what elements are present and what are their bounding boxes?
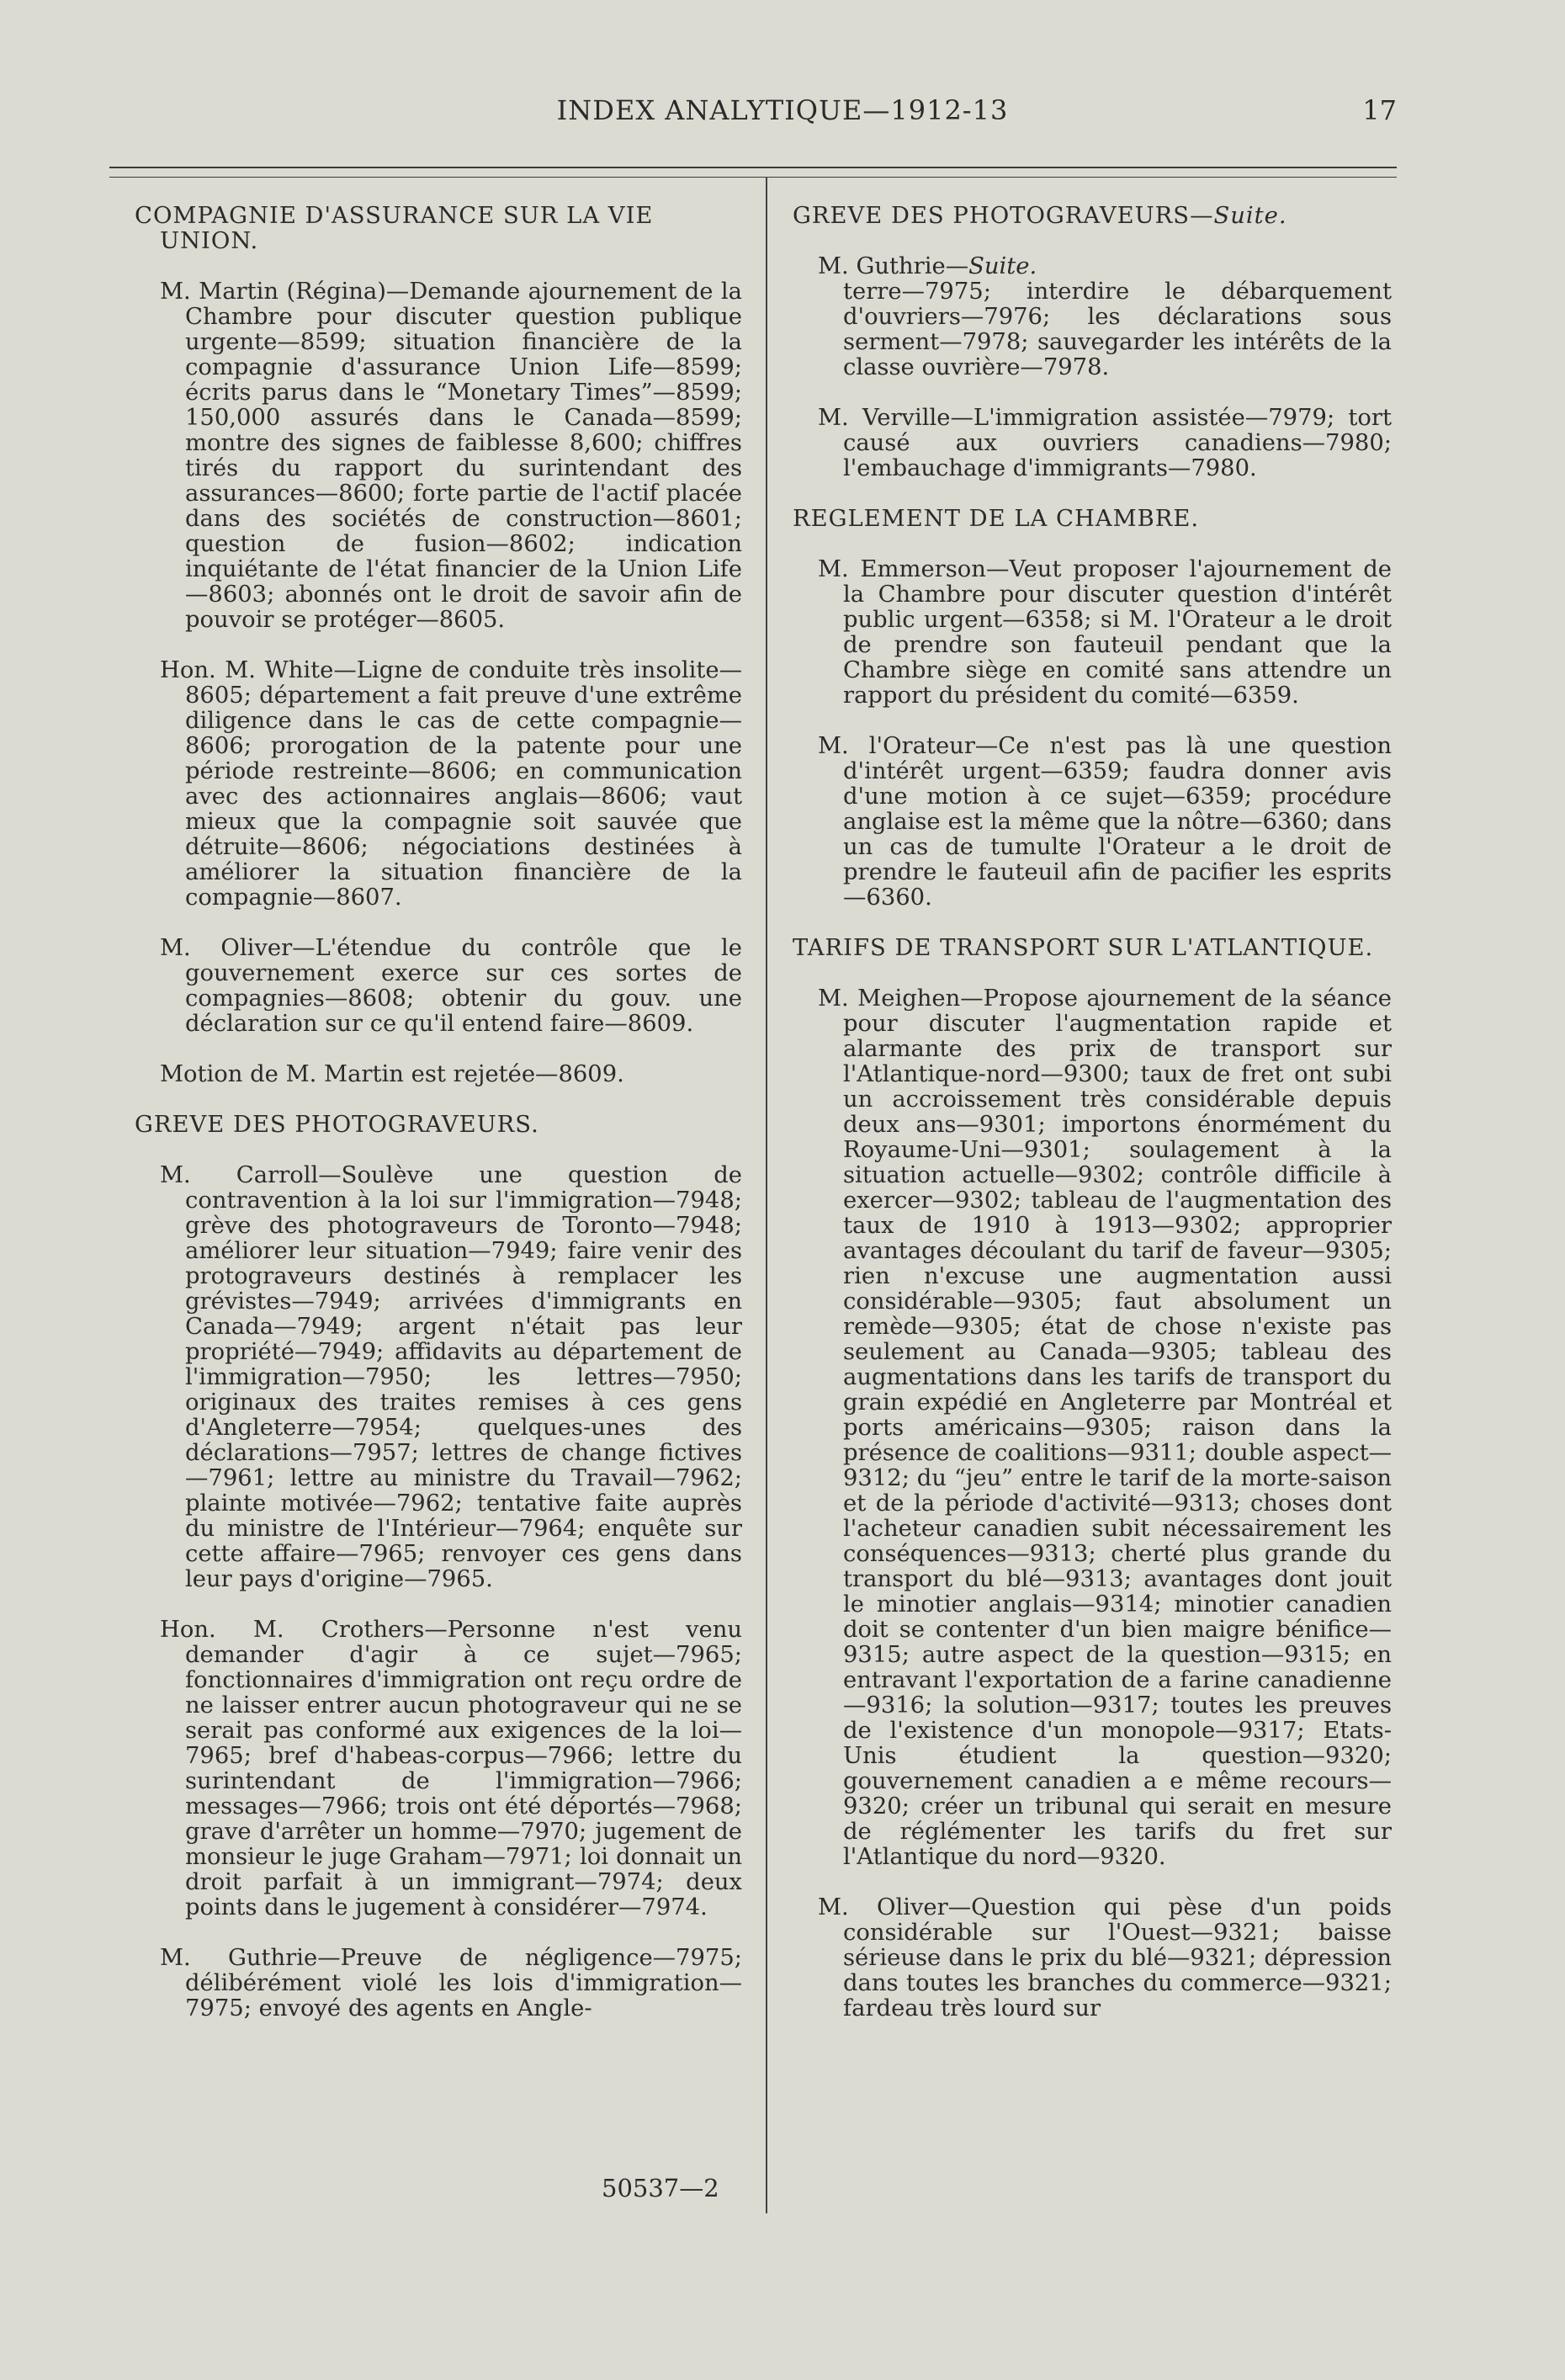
index-entry-meighen: M. Meighen—Propose ajournement de la séance pour discuter l'augmentation rapide et alarmante des prix de transport sur l'Atlantique-nord—9300; taux de fret ont subi un accroissement très considérable depuis deux ans—9301; importons énormément du Royaume-Uni—9301; soulagement à la situation actuelle—9302; contrôle difficile à exercer—9302; tableau de l'augmentation des taux de 1910 à 1913—9302; approprier avantages découlant du tarif de faveur—9305; rien n'excuse une augmentation aussi considérable—9305; faut absolument un remède—9305; état de chose n'existe pas seulement au Canada—9305; tableau des augmentations dans les tarifs de transport du grain expédié en Angleterre par Montréal et ports américains—9305; raison dans la présence de coalitions—9311; double aspect—9312; du “jeu” entre le tarif de la morte-saison et de la période d'activité—9313; choses dont l'acheteur canadien subit nécessairement les conséquences—9313; cherté plus grande du transport du blé—9313; avantages dont jouit le minotier anglais—9314; minotier canadien doit se contenter d'un bien maigre bénifice—9315; autre aspect de la question—9315; en entravant l'exportation de a farine canadienne—9316; la solution—9317; toutes les preuves de l'existence d'un monopole—9317; Etats-Unis étudient la question—9320; gouvernement canadien a e même recours—9320; créer un tribunal qui serait en mesure de réglémenter les tarifs du fret sur l'Atlantique du nord—9320. bbox=[818, 985, 1392, 1870]
section-heading-compagnie-assurance: COMPAGNIE D'ASSURANCE SUR LA VIE UNION. bbox=[135, 203, 654, 254]
page-header bbox=[0, 94, 1565, 145]
section-heading-greve-suite bbox=[793, 204, 1392, 229]
header-rule-bottom bbox=[109, 177, 1397, 178]
entry-suite: Suite. bbox=[968, 253, 1037, 279]
header-rule-top bbox=[109, 167, 1397, 168]
entry-name: M. Guthrie— bbox=[818, 253, 969, 279]
index-entry-motion: Motion de M. Martin est rejetée—8609. bbox=[160, 1061, 624, 1087]
index-entry-carroll: M. Carroll—Soulève une question de contravention à la loi sur l'immigration—7948; grève des photograveurs de Toronto—7948; améliorer leur situation—7949; faire venir des protograveurs destinés à remplacer les grévistes—7949; arrivées d'immigrants en Canada—7949; argent n'était pas leur propriété—7949; affidavits au département de l'immigration—7950; les lettres—7950; originaux des traites remises à ces gens d'Angleterre—7954; quelques-unes des déclarations—7957; lettres de change fictives—7961; lettre au ministre du Travail—7962; plainte motivée—7962; tentative faite auprès du ministre de l'Intérieur—7964; enquête sur cette affaire—7965; renvoyer ces gens dans leur pays d'origine—7965. bbox=[160, 1162, 742, 1592]
section-heading-reglement: REGLEMENT DE LA CHAMBRE. bbox=[793, 506, 1200, 532]
page-title: INDEX ANALYTIQUE—1912-13 bbox=[556, 94, 1009, 126]
index-entry-verville: M. Verville—L'immigration assistée—7979; tort causé aux ouvriers canadiens—7980; l'embauchage d'immigrants—7980. bbox=[818, 405, 1392, 481]
index-entry-oliver-ouest: M. Oliver—Question qui pèse d'un poids considérable sur l'Ouest—9321; baisse sérieuse dans le prix du blé—9321; dépression dans toutes les branches du commerce—9321; fardeau très lourd sur bbox=[818, 1894, 1392, 2021]
index-entry-martin: M. Martin (Régina)—Demande ajournement de la Chambre pour discuter question publique urgente—8599; situation financière de la compagnie d'assurance Union Life—8599; écrits parus dans le “Monetary Times”—8599; 150,000 assurés dans le Canada—8599; montre des signes de faiblesse 8,600; chiffres tirés du rapport du surintendant des assurances—8600; forte partie de l'actif placée dans des sociétés de construction—8601; question de fusion—8602; indication inquiétante de l'état financier de la Union Life—8603; abonnés ont le droit de savoir afin de pouvoir se protéger—8605. bbox=[160, 279, 742, 633]
section-heading-tarifs-transport: TARIFS DE TRANSPORT SUR L'ATLANTIQUE. bbox=[793, 935, 1374, 961]
left-column bbox=[135, 204, 742, 2021]
printer-signature: 50537—2 bbox=[602, 2174, 719, 2202]
index-entry-orateur: M. l'Orateur—Ce n'est pas là une question d'intérêt urgent—6359; faudra donner avis d'une motion à ce sujet—6359; procédure anglaise est la même que la nôtre—6360; dans un cas de tumulte l'Orateur a le droit de prendre le fauteuil afin de pacifier les esprits—6360. bbox=[818, 733, 1392, 911]
section-heading-greve-photograveurs: GREVE DES PHOTOGRAVEURS. bbox=[135, 1112, 539, 1138]
right-column bbox=[793, 204, 1392, 2021]
index-entry-guthrie-suite bbox=[793, 254, 1392, 380]
index-entry-oliver: M. Oliver—L'étendue du contrôle que le gouvernement exerce sur ces sortes de compagnies—8608; obtenir du gouv. une déclaration sur ce qu'il entend faire—8609. bbox=[160, 935, 742, 1037]
index-entry-crothers: Hon. M. Crothers—Personne n'est venu demander d'agir à ce sujet—7965; fonctionnaires d'immigration ont reçu ordre de ne laisser entrer aucun photograveur qui ne se serait pas conformé aux exigences de la loi—7965; bref d'habeas-corpus—7966; lettre du surintendant de l'immigration—7966; messages—7966; trois ont été déportés—7968; grave d'arrêter un homme—7970; jugement de monsieur le juge Graham—7971; loi donnait un droit parfait à un immigrant—7974; deux points dans le jugement à considérer—7974. bbox=[160, 1617, 742, 1920]
index-entry-guthrie: M. Guthrie—Preuve de négligence—7975; délibérément violé les lois d'immigration—7975; envoyé des agents en Angle- bbox=[160, 1945, 742, 2021]
index-entry-white: Hon. M. White—Ligne de conduite très insolite—8605; département a fait preuve d'une extrême diligence dans le cas de cette compagnie—8606; prorogation de la patente pour une période restreinte—8606; en communication avec des actionnaires anglais—8606; vaut mieux que la compagnie soit sauvée que détruite—8606; négociations destinées à améliorer la situation financière de la compagnie—8607. bbox=[160, 657, 742, 911]
column-divider bbox=[766, 177, 767, 2213]
page-number: 17 bbox=[1362, 94, 1397, 126]
index-entry-emmerson: M. Emmerson—Veut proposer l'ajournement de la Chambre pour discuter question d'intérêt public urgent—6358; si M. l'Orateur a le droit de prendre son fauteuil pendant que la Chambre siège en comité sans attendre un rapport du président du comité—6359. bbox=[818, 556, 1392, 709]
heading-suite: Suite. bbox=[1213, 203, 1287, 229]
heading-text: GREVE DES PHOTOGRAVEURS— bbox=[793, 203, 1214, 229]
entry-text: terre—7975; interdire le débarquement d'ouvriers—7976; les déclarations sous serment—7978; sauvegarder les intérêts de la classe ouvrière—7978. bbox=[843, 279, 1392, 380]
